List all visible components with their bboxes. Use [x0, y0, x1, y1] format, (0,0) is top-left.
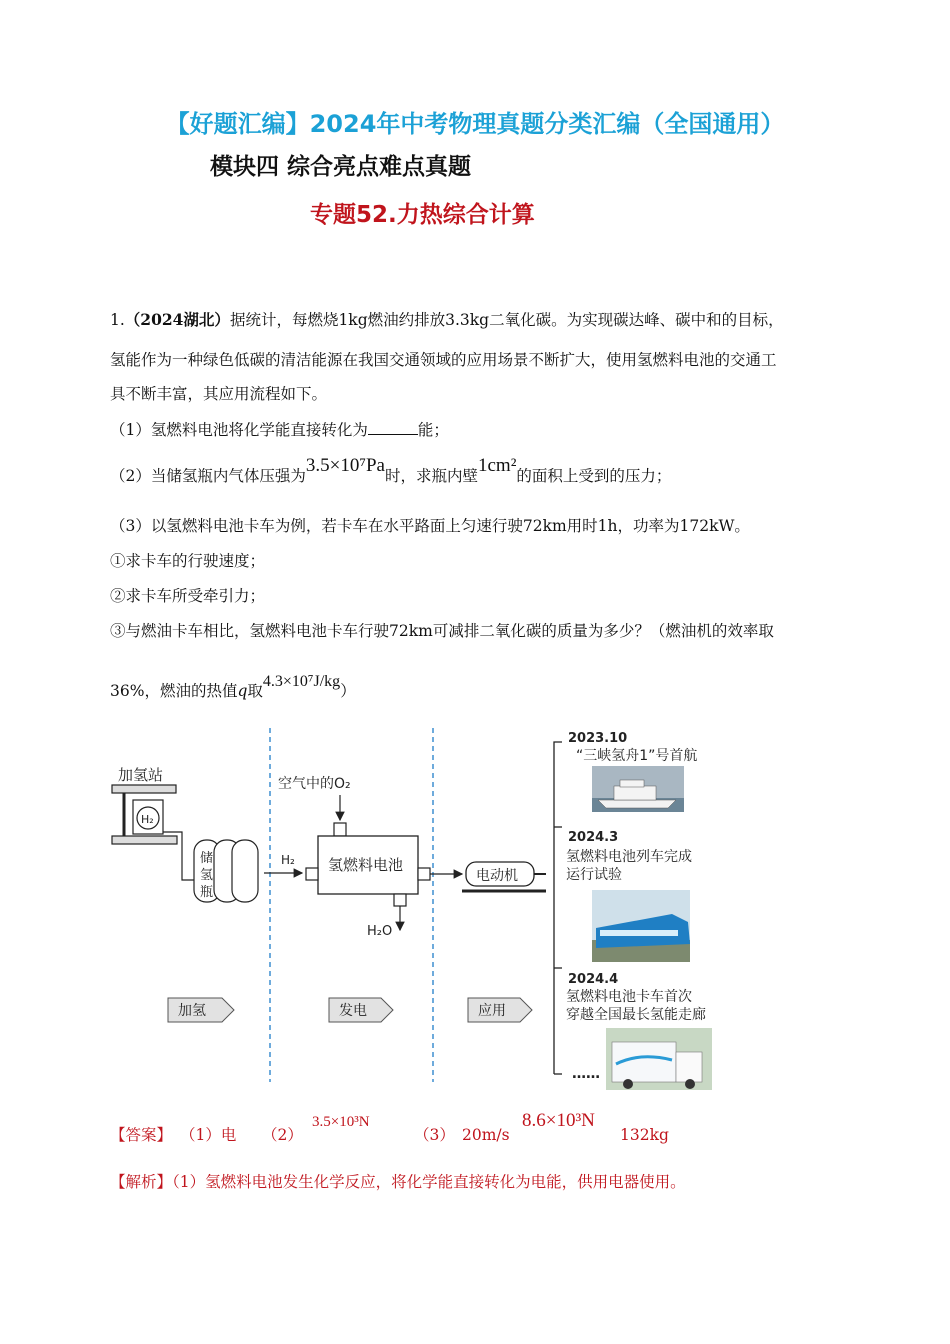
answer-1: （1）电: [180, 1126, 237, 1144]
tank-char-3: 瓶: [200, 885, 214, 900]
stage-2-label: 发电: [339, 1003, 367, 1019]
fuel-cell-label: 氢燃料电池: [328, 856, 404, 874]
sub-question-3: ③与燃油卡车相比，氢燃料电池卡车行驶72km可减排二氧化碳的质量为多少？（燃油机的效率取: [110, 622, 774, 640]
question-source: （2024湖北）: [124, 310, 230, 329]
station-label: 加氢站: [118, 766, 164, 784]
sub-question-3-cont: [110, 673, 356, 702]
topic-heading: 专题52.力热综合计算: [310, 202, 535, 228]
doc-title: 【好题汇编】2024年中考物理真题分类汇编（全国通用）: [165, 110, 785, 138]
tank-char-2: 氢: [200, 868, 214, 883]
answer-2-value: 3.5×10³N: [312, 1114, 370, 1130]
event-2-text-1: 氢燃料电池列车完成: [566, 849, 692, 865]
analysis: [110, 1172, 686, 1192]
pressure-formula: 3.5×10⁷Pa: [305, 455, 385, 476]
part-3: （3）以氢燃料电池卡车为例，若卡车在水平路面上匀速行驶72km用时1h，功率为172kW。: [110, 517, 750, 535]
heat-value-formula: 4.3×10⁷J/kg: [262, 673, 341, 690]
answer-3-speed: 20m/s: [462, 1126, 510, 1144]
ferry-photo-icon: [592, 766, 684, 812]
answer-label: 【答案】: [110, 1126, 173, 1144]
sub-question-1: ①求卡车的行驶速度；: [110, 552, 266, 570]
question-line-2: 氢能作为一种绿色低碳的清洁能源在我国交通领域的应用场景不断扩大，使用氢燃料电池的交通工: [110, 351, 777, 369]
event-1-date: 2023.10: [568, 731, 628, 746]
part-1-end: 能；: [417, 421, 449, 439]
module-heading: 模块四 综合亮点难点真题: [210, 154, 472, 180]
efficiency-text: 36%，燃油的热值: [110, 682, 238, 700]
part-2-end: 的面积上受到的压力；: [516, 467, 672, 485]
h2-gauge-label: H₂: [141, 813, 154, 826]
close-paren: ）: [340, 682, 356, 700]
take-text: 取: [247, 682, 263, 700]
air-o2-label: 空气中的O₂: [278, 776, 351, 792]
event-2-text-2: 运行试验: [566, 867, 622, 883]
event-3-text-1: 氢燃料电池卡车首次: [566, 989, 692, 1005]
answer-3-label: （3）: [414, 1126, 455, 1144]
tank-char-1: 储: [200, 851, 214, 866]
answer-2-label: （2）: [262, 1126, 303, 1144]
analysis-label: 【解析】: [110, 1173, 173, 1191]
stage-1-label: 加氢: [178, 1003, 206, 1019]
part-1-text: （1）氢燃料电池将化学能直接转化为: [110, 421, 368, 439]
question-number: 1.: [110, 311, 125, 329]
question-line-3: 具不断丰富，其应用流程如下。: [110, 385, 328, 403]
question-line-1: [110, 310, 784, 330]
part-2-mid: 时，求瓶内壁: [384, 467, 478, 485]
train-photo-icon: [592, 890, 690, 962]
h2-input-label: H₂: [281, 853, 295, 867]
q-symbol: q: [237, 682, 248, 700]
part-2: [110, 455, 672, 486]
area-formula: 1cm²: [477, 455, 517, 476]
truck-photo-icon: [606, 1028, 712, 1090]
answer-blank[interactable]: [368, 420, 418, 435]
event-2-date: 2024.3: [568, 830, 619, 845]
h2o-label: H₂O: [367, 924, 393, 939]
hydrogen-flow-diagram: [100, 720, 740, 1090]
part-2-text: （2）当储氢瓶内气体压强为: [110, 467, 306, 485]
event-3-date: 2024.4: [568, 972, 619, 987]
answer-3-force: 8.6×10³N: [522, 1110, 595, 1131]
sub-question-2: ②求卡车所受牵引力；: [110, 587, 266, 605]
event-1-text: “三峡氢舟1”号首航: [576, 748, 698, 764]
motor-label: 电动机: [476, 868, 518, 884]
part-1: [110, 420, 449, 440]
question-stem: 据统计，每燃烧1kg燃油约排放3.3kg二氧化碳。为实现碳达峰、碳中和的目标，: [229, 311, 784, 329]
event-3-text-2: 穿越全国最长氢能走廊: [566, 1007, 706, 1023]
more-events: ……: [572, 1066, 600, 1082]
stage-3-label: 应用: [478, 1003, 506, 1019]
analysis-text: （1）氢燃料电池发生化学反应，将化学能直接转化为电能，供用电器使用。: [172, 1173, 686, 1191]
answer-3-mass: 132kg: [620, 1126, 669, 1144]
